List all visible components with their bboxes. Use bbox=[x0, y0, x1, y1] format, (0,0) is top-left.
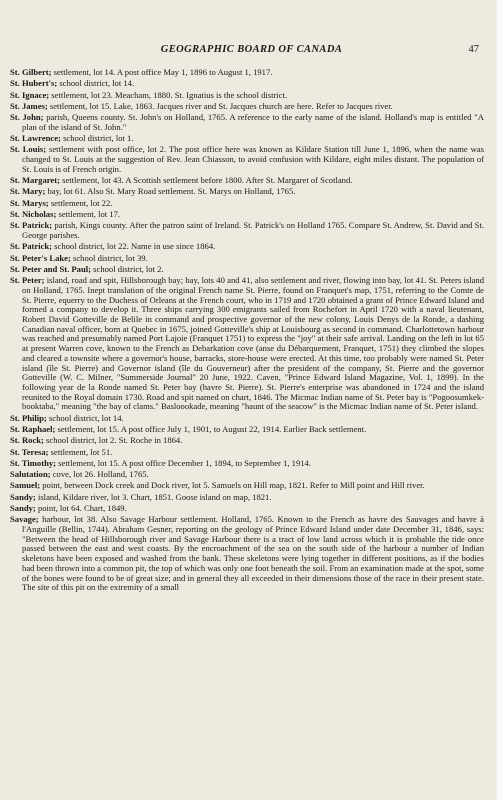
entry-text: settlement, lot 43. A Scottish settlement before 1800. After St. Margaret of Scotland. bbox=[59, 175, 353, 186]
entry-text: school district, lot 2. St. Roche in 1864. bbox=[43, 435, 183, 446]
entry-name: St. Nicholas; bbox=[10, 209, 57, 220]
entry-name: Savage; bbox=[10, 514, 39, 525]
gazetteer-entry bbox=[10, 187, 484, 197]
entry-text: school district, lot 2. bbox=[91, 263, 164, 274]
gazetteer-entry bbox=[10, 436, 484, 446]
gazetteer-entry bbox=[10, 254, 484, 264]
entry-text: settlement, lot 17. bbox=[56, 209, 121, 220]
entry-text: cove, lot 26. Holland, 1765. bbox=[50, 469, 149, 480]
entry-name: St. Timothy; bbox=[10, 457, 57, 468]
entry-name: Sandy; bbox=[10, 491, 36, 502]
entry-name: St. Hubert's; bbox=[10, 78, 58, 89]
page-header-title: GEOGRAPHIC BOARD OF CANADA bbox=[160, 44, 343, 55]
entry-name: St. Louis; bbox=[10, 144, 47, 155]
entry-text: school district, lot 1. bbox=[60, 133, 134, 144]
entry-text: island, road and spit, Hillsborough bay; bay, lots 40 and 41, also settlement and river, flowing into bay, lot 41. St. Peters island on Holland, 1765. Inept translation of the original French name St. Pierre, found on Franquet's map, 1751, referring to the Comte de St. Pierre, equerry to the Duchess of Orleans at the French court, who in 1719 and 1720 obtained a grant of Prince Edward Island and formed a company to develop it. Three ships carrying 300 emigrants sailed from Rochefort in April 1720 with a naval lieutenant, Robert David Gotteville de Belile in command and prospective governor of the new colony, Louis Denys de la Ronde, a dashing Canadian naval officer, born at Quebec in 1675, joined Gotteville's ship at Louisbourg as second in command. Charlottetown harbour was reached and presumably named Port Lajoie (Franquet 1751) to express the "joy" at their safe arrival. Landing on the left in lot 65 at present Warren cove, known to the French as Debarkation cove (anse du Débarquement, Franquet, 1751) they climbed the slopes and cleared a townsite where a governor's house, barracks, store-house were erected. At this time, too probably were named St. Peter island (île St. Pierre) and Governor island (île du Gouverneur) after the president of the company, St. Pierre and the governor Gotteville (W. C. Milner, "Summerside Journal" 20 June, 1922. Caven, "Prince Edward Island Magazine, Vol. 1, 1899). In the following year de la Ronde named St. Peter bay (havre St. Pierre). St. Pierre's enterprise was abandoned in 1724 and the island reunited to the Royal domain 1730. Road and spit named on chart, 1846. The Micmac Indian name of St. Peter bay is "Pogoosumkek-booktaba," meaning "the bay of clams." Basloookade, meaning "haunt of the seacow" is the Micmac Indian name of St. Peter island. bbox=[22, 275, 484, 412]
gazetteer-entry bbox=[10, 515, 484, 593]
entry-text: point, between Dock creek and Dock river, lot 5. Samuels on Hill map, 1821. Refer to Mill point and Hill river. bbox=[40, 480, 425, 491]
entry-name: St. John; bbox=[10, 112, 44, 123]
entry-text: school district, lot 22. Name in use since 1864. bbox=[52, 241, 216, 252]
entry-text: settlement with post office, lot 2. The post office here was known as Kildare Station till June 1, 1896, when the name was changed to St. Louis at the suggestion of Rev. Jean Chiasson, to avoid confusion with Kildare, eight miles distant. The population of St. Louis is of French origin. bbox=[22, 144, 484, 174]
gazetteer-entry bbox=[10, 221, 484, 240]
entry-name: St. Teresa; bbox=[10, 446, 49, 457]
entry-name: St. Gilbert; bbox=[10, 67, 52, 77]
gazetteer-entry bbox=[10, 265, 484, 275]
entry-name: St. Mary; bbox=[10, 186, 46, 197]
gazetteer-entry bbox=[10, 134, 484, 144]
gazetteer-entry bbox=[10, 425, 484, 435]
entry-name: St. James; bbox=[10, 100, 48, 111]
page-edge bbox=[497, 0, 503, 800]
entry-text: parish, Queens county. St. John's on Holland, 1765. A reference to the early name of the island. Holland's map is entitled "A plan of the island of St. John." bbox=[22, 112, 484, 132]
gazetteer-entry bbox=[10, 68, 484, 78]
page-number: 47 bbox=[468, 44, 479, 55]
entry-text: school district, lot 39. bbox=[70, 252, 148, 263]
gazetteer-entry bbox=[10, 276, 484, 412]
gazetteer-entry bbox=[10, 102, 484, 112]
gazetteer-entry bbox=[10, 470, 484, 480]
gazetteer-entry bbox=[10, 493, 484, 503]
gazetteer-entry bbox=[10, 113, 484, 132]
entry-text: school district, lot 14. bbox=[46, 412, 124, 423]
gazetteer-entry bbox=[10, 459, 484, 469]
entry-name: St. Patrick; bbox=[10, 220, 53, 231]
entry-text: parish, Kings county. After the patron saint of Ireland. St. Patrick's on Holland 1765. Compare St. Andrew, St. David and St. George parishes. bbox=[22, 220, 484, 241]
entry-text: school district, lot 14. bbox=[57, 78, 135, 89]
gazetteer-entry bbox=[10, 448, 484, 458]
entry-name: St. Philip; bbox=[10, 412, 47, 423]
entry-name: St. Peter; bbox=[10, 275, 45, 286]
entry-name: Sandy; bbox=[10, 503, 36, 514]
entry-name: St. Patrick; bbox=[10, 241, 53, 252]
entry-name: Salutation; bbox=[10, 469, 51, 480]
entry-text: settlement, lot 22. bbox=[48, 197, 113, 208]
gazetteer-entry bbox=[10, 176, 484, 186]
entry-text: bay, lot 61. Also St. Mary Road settlement. St. Marys on Holland, 1765. bbox=[45, 186, 296, 197]
entry-name: St. Rock; bbox=[10, 435, 44, 446]
entry-name: St. Marys; bbox=[10, 197, 49, 208]
entry-name: Samuel; bbox=[10, 480, 41, 491]
entry-text: harbour, lot 38. Also Savage Harbour settlement. Holland, 1765. Known to the French as havre des Sauvages and havre à l'Anguille (Bellin, 1744). Abraham Gesner, reporting on the geology of Prince Edward Island under date December 31, 1846, says: "Between the head of Hillsborough river and Savage Harbour there is a tract of low land across which it is probable the tide once passed between the east and west coasts. By the encroachment of the sea on the south side of the harbour a number of Indian skeletons have been exposed and washed from the bank. These skeletons were lying together in different positions, as if the bodies had been thrown into a common pit, the top of which was only one foot beneath the soil. From an examination made at the spot, some of the bones were found to be of great size; and in general they all exceeded in their dimensions those of the race in their present state. The site of this pit on the extremity of a small bbox=[22, 514, 484, 593]
gazetteer-entry bbox=[10, 481, 484, 491]
entry-name: St. Raphael; bbox=[10, 424, 56, 434]
entry-name: St. Lawrence; bbox=[10, 133, 61, 144]
entry-text: settlement, lot 51. bbox=[48, 446, 113, 457]
gazetteer-entries bbox=[10, 68, 484, 595]
entry-text: island, Kildare river, lot 3. Chart, 1851. Goose island on map, 1821. bbox=[35, 491, 272, 502]
gazetteer-entry bbox=[10, 242, 484, 252]
gazetteer-entry bbox=[10, 79, 484, 89]
entry-name: St. Peter and St. Paul; bbox=[10, 263, 92, 274]
gazetteer-entry bbox=[10, 504, 484, 514]
entry-text: point, lot 64. Chart, 1849. bbox=[35, 503, 127, 514]
gazetteer-entry bbox=[10, 91, 484, 101]
entry-text: settlement, lot 15. A post office December 1, 1894, to September 1, 1914. bbox=[56, 457, 311, 468]
entry-text: settlement, lot 14. A post office May 1, 1896 to August 1, 1917. bbox=[51, 67, 273, 77]
entry-text: settlement, lot 23. Meacham, 1880. St. Ignatius is the school district. bbox=[49, 89, 288, 100]
entry-name: St. Peter's Lake; bbox=[10, 252, 71, 263]
gazetteer-entry bbox=[10, 145, 484, 174]
entry-name: St. Ignace; bbox=[10, 89, 50, 100]
gazetteer-entry bbox=[10, 210, 484, 220]
entry-text: settlement, lot 15. Lake, 1863. Jacques river and St. Jacques church are here. Refer to Jacques river. bbox=[47, 100, 393, 111]
gazetteer-entry bbox=[10, 199, 484, 209]
entry-name: St. Margaret; bbox=[10, 175, 60, 186]
entry-text: settlement, lot 15. A post office July 1, 1901, to August 22, 1914. Earlier Back settlement. bbox=[55, 424, 367, 434]
gazetteer-entry bbox=[10, 414, 484, 424]
